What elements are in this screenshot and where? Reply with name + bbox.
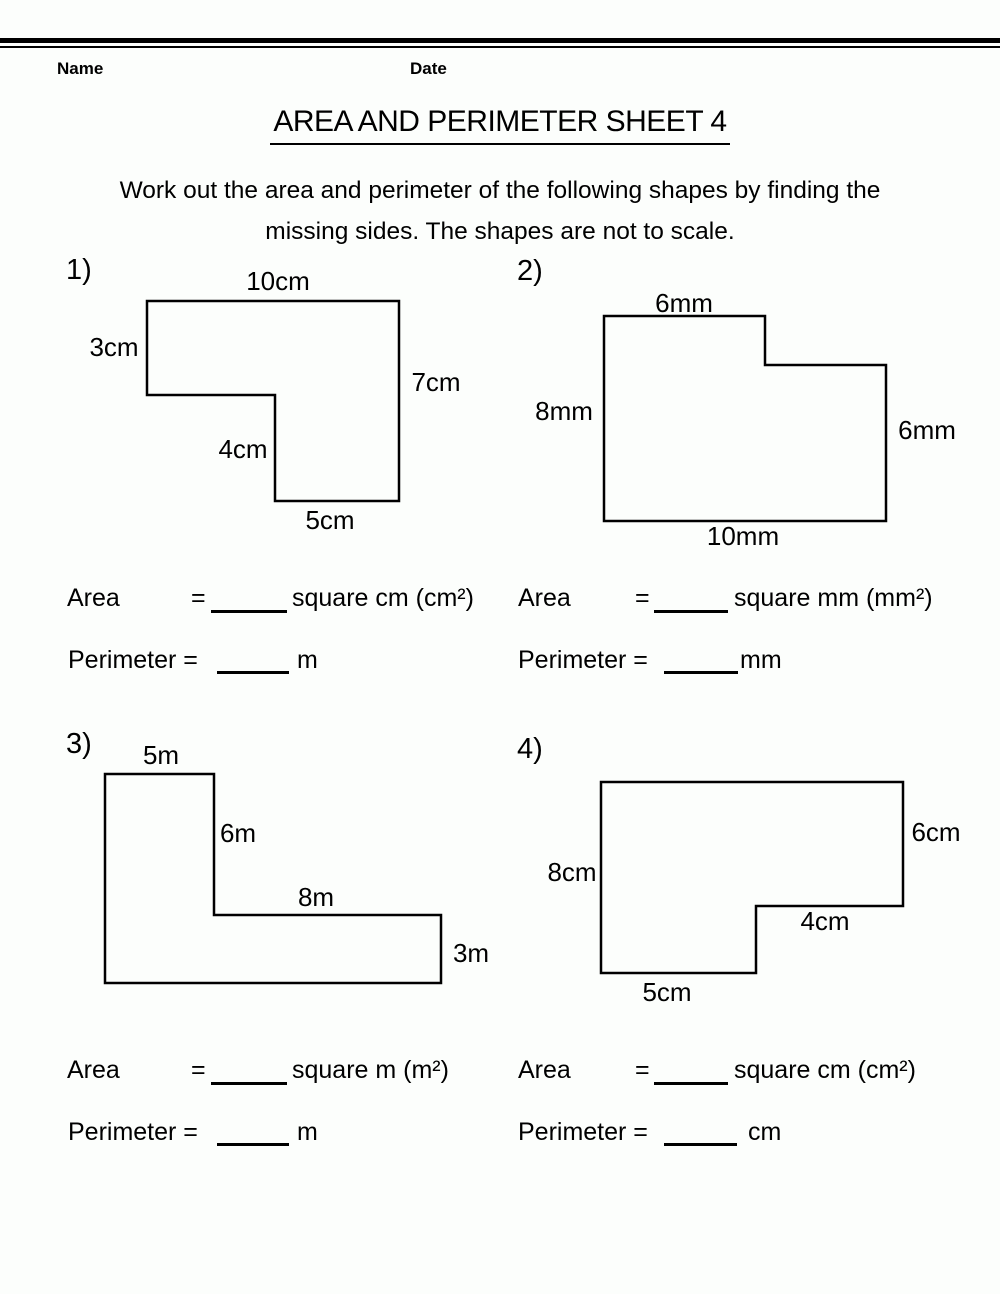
p1-dim-step: 4cm <box>218 434 268 464</box>
p4-area-blank <box>654 1082 728 1085</box>
p3-area-blank <box>211 1082 287 1085</box>
p4-area-label: Area <box>518 1056 571 1084</box>
p3-dim-right: 3m <box>452 938 490 968</box>
name-label: Name <box>57 59 104 78</box>
p2-dim-right: 6mm <box>898 415 956 445</box>
p1-dim-top: 10cm <box>246 266 310 296</box>
p1-area-equals: = <box>191 584 206 612</box>
p3-dim-step-vertical: 6m <box>219 818 257 848</box>
p4-dim-right: 6cm <box>911 817 961 847</box>
p3-dim-step-horizontal: 8m <box>297 882 335 912</box>
p3-perimeter-unit: m <box>297 1118 318 1146</box>
p2-area-label: Area <box>518 584 571 612</box>
p3-perimeter-blank <box>217 1143 289 1146</box>
p2-area-blank <box>654 610 728 613</box>
problem-1-number: 1) <box>66 254 92 286</box>
problem-3-number: 3) <box>66 728 92 760</box>
p1-perimeter-label: Perimeter = <box>68 646 198 674</box>
p4-perimeter-unit: cm <box>748 1118 782 1146</box>
p1-dim-left: 3cm <box>89 332 139 362</box>
p3-area-label: Area <box>67 1056 120 1084</box>
p3-area-equals: = <box>191 1056 206 1084</box>
p4-area-equals: = <box>635 1056 650 1084</box>
p1-dim-bottom: 5cm <box>305 505 355 535</box>
page-title: AREA AND PERIMETER SHEET 4 <box>270 106 729 145</box>
instructions-line-2: missing sides. The shapes are not to scale. <box>265 218 735 245</box>
p1-perimeter-blank <box>217 671 289 674</box>
p3-area-unit: square m (m²) <box>292 1056 449 1084</box>
p1-dim-right: 7cm <box>411 367 461 397</box>
p4-dim-left: 8cm <box>547 857 597 887</box>
p4-perimeter-blank <box>664 1143 737 1146</box>
date-label: Date <box>410 59 447 78</box>
p1-area-unit: square cm (cm²) <box>292 584 474 612</box>
p2-dim-left: 8mm <box>535 396 593 426</box>
p2-area-equals: = <box>635 584 650 612</box>
shape-polygon-3 <box>105 774 441 983</box>
shape-polygon-1 <box>147 301 399 501</box>
p2-area-unit: square mm (mm²) <box>734 584 933 612</box>
problem-2-number: 2) <box>517 255 543 287</box>
p2-perimeter-unit: mm <box>740 646 782 674</box>
p4-dim-bottom: 5cm <box>642 977 692 1007</box>
p4-dim-step: 4cm <box>800 906 850 936</box>
p2-perimeter-blank <box>664 671 738 674</box>
problem-4-number: 4) <box>517 733 543 765</box>
p4-area-unit: square cm (cm²) <box>734 1056 916 1084</box>
instructions-line-1: Work out the area and perimeter of the following shapes by finding the <box>119 177 881 204</box>
p3-dim-top: 5m <box>142 740 180 770</box>
p1-area-blank <box>211 610 287 613</box>
p1-area-label: Area <box>67 584 120 612</box>
shape-polygon-2 <box>604 316 886 521</box>
p3-perimeter-label: Perimeter = <box>68 1118 198 1146</box>
p2-dim-top: 6mm <box>655 288 713 318</box>
p4-perimeter-label: Perimeter = <box>518 1118 648 1146</box>
p1-perimeter-unit: m <box>297 646 318 674</box>
p2-dim-bottom: 10mm <box>706 521 780 551</box>
p2-perimeter-label: Perimeter = <box>518 646 648 674</box>
shape-polygon-4 <box>601 782 903 973</box>
